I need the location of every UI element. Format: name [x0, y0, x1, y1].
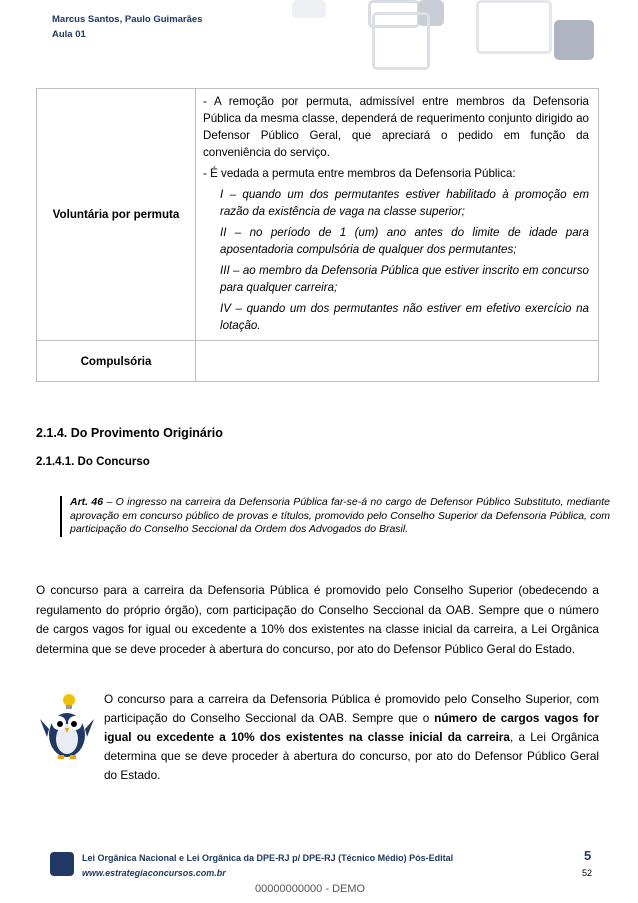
removal-table — [36, 88, 599, 382]
list-item: I – quando um dos permutantes estiver habilitado à promoção em razão da existência de vaga na classe superior; — [220, 188, 589, 218]
note-text-bold: número de cargos vagos for igual ou excedente a 10% dos existentes na classe inicial da carreira — [104, 711, 599, 744]
row-content — [196, 341, 599, 382]
footer-url[interactable]: www.estrategiaconcursos.com.br — [82, 868, 226, 878]
law-quote — [60, 496, 610, 537]
page-number: 5 — [584, 848, 592, 863]
row-content — [196, 89, 599, 341]
table-row — [37, 341, 599, 382]
row-label: Voluntária por permuta — [37, 89, 196, 341]
article-text: – O ingresso na carreira da Defensoria Pública far-se-á no cargo de Defensor Público Substituto, mediante aprovação em concurso público de provas e títulos, promovido pelo Conselho Superior da Defensoria Pública, com participação do Conselho Seccional da Ordem dos Advogados do Brasil. — [70, 496, 610, 535]
list-item: III – ao membro da Defensoria Pública que estiver inscrito em concurso para qualquer carreira; — [220, 264, 589, 294]
decor-square — [372, 12, 430, 70]
section-subtitle: 2.1.4.1. Do Concurso — [36, 456, 150, 468]
header-authors: Marcus Santos, Paulo Guimarães — [52, 14, 203, 25]
highlight-note — [36, 690, 599, 785]
permuta-vedacao: - É vedada a permuta entre membros da Defensoria Pública: — [203, 167, 516, 180]
note-text-after: , a Lei Orgânica determina que se deve proceder à abertura do concurso, por ato do Defensor Público Geral do Estado. — [104, 730, 599, 782]
body-paragraph: O concurso para a carreira da Defensoria Pública é promovido pelo Conselho Superior (obedecendo a regulamento do próprio órgão), com participação do Conselho Seccional da OAB. Sempre que o número de cargos vagos for igual ou excedente a 10% dos existentes na classe inicial da carreira, a Lei Orgânica determina que se deve proceder à abertura do concurso, por ato do Defensor Público Geral do Estado. — [36, 583, 599, 656]
article-number: Art. 46 — [70, 496, 104, 508]
decor-square — [292, 0, 326, 18]
total-pages: 52 — [582, 868, 593, 878]
decor-square — [476, 0, 552, 54]
demo-watermark: 00000000000 - DEMO — [255, 883, 366, 895]
table-row — [37, 89, 599, 341]
brand-logo-icon — [50, 852, 74, 876]
list-item: II – no período de 1 (um) ano antes do limite de idade para aposentadoria compulsória de qualquer dos permutantes; — [220, 226, 589, 256]
header-lesson: Aula 01 — [52, 29, 86, 40]
note-text-before: O concurso para a carreira da Defensoria Pública é promovido pelo Conselho Superior, com participação do Conselho Seccional da OAB. Sempre que o — [104, 692, 599, 725]
row-label: Compulsória — [37, 341, 196, 382]
list-item: IV – quando um dos permutantes não estiver em efetivo exercício na lotação. — [220, 302, 589, 332]
decor-square — [554, 20, 594, 60]
section-title: 2.1.4. Do Provimento Originário — [36, 426, 223, 440]
permuta-paragraph: - A remoção por permuta, admissível entre membros da Defensoria Pública da mesma classe, dependerá de requerimento conjunto dirigido ao Defensor Público Geral, que apreciará o pedido em função da conveniência do serviço. — [203, 95, 589, 159]
footer-title: Lei Orgânica Nacional e Lei Orgânica da DPE-RJ p/ DPE-RJ (Técnico Médio) Pós-Edital — [82, 853, 454, 863]
